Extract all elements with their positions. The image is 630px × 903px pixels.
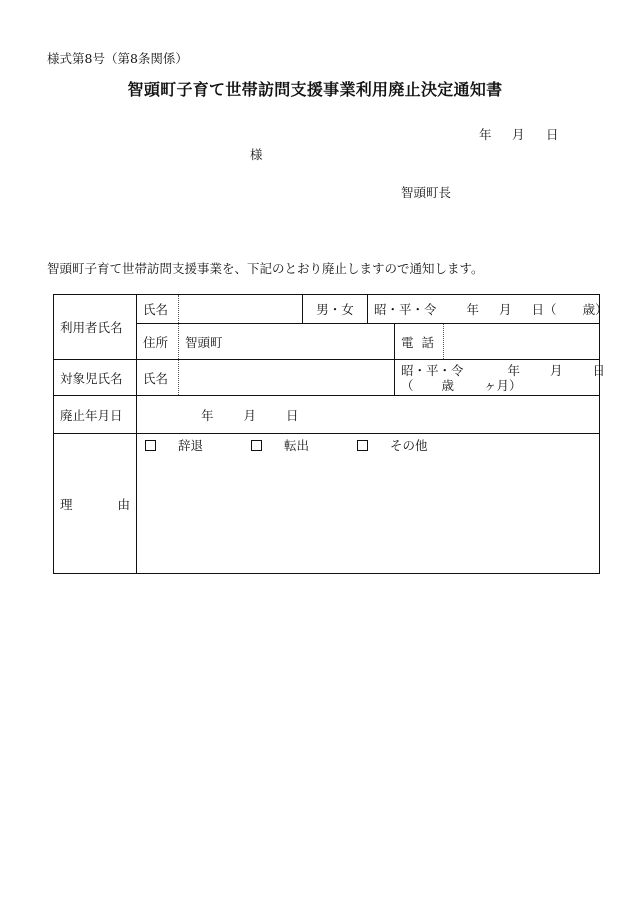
form-number: 様式第8号（第8条関係） [47, 51, 188, 66]
end-day: 日 [286, 407, 299, 423]
child-section-label: 対象児氏名 [54, 360, 137, 396]
child-age-years: 歳 [441, 377, 455, 393]
end-date-field[interactable] [137, 396, 600, 434]
reason-options [145, 436, 472, 454]
end-year: 年 [201, 407, 214, 423]
child-age-months: ヶ月） [484, 377, 522, 393]
document-title: 智頭町子育て世帯訪問支援事業利用廃止決定通知書 [127, 80, 503, 99]
checkbox-icon [251, 440, 262, 451]
user-name-field[interactable] [179, 295, 303, 324]
user-name-label: 氏名 [137, 295, 179, 324]
reason-label-1: 理 [60, 496, 73, 512]
child-name-label: 氏名 [137, 360, 179, 396]
user-birth-year: 年 [466, 302, 480, 317]
checkbox-icon [145, 440, 156, 451]
end-date-label: 廃止年月日 [54, 396, 137, 434]
reason-option-other[interactable] [357, 438, 450, 453]
phone-field[interactable] [444, 324, 600, 360]
child-age-open: （ [401, 377, 414, 393]
gender-select[interactable]: 男・女 [303, 295, 368, 324]
reason-option-withdrawal-label: 辞退 [178, 438, 204, 453]
issue-date [479, 125, 559, 143]
issue-date-month: 月 [512, 127, 525, 142]
checkbox-icon [357, 440, 368, 451]
child-birth-year: 年 [507, 362, 521, 378]
issue-date-year: 年 [479, 127, 492, 142]
reason-option-withdrawal[interactable] [145, 438, 225, 453]
reason-field [137, 434, 600, 574]
reason-option-moveout-label: 転出 [284, 438, 310, 453]
child-name-field[interactable] [179, 360, 395, 396]
reason-option-moveout[interactable] [251, 438, 331, 453]
issue-date-day: 日 [546, 127, 559, 142]
intro-text: 智頭町子育て世帯訪問支援事業を、下記のとおり廃止しますので通知します。 [47, 261, 484, 276]
recipient-suffix: 様 [250, 147, 263, 162]
user-birth-day: 日（ [531, 302, 557, 317]
user-birth-month: 月 [499, 302, 512, 317]
child-birth-era: 昭・平・令 [401, 362, 464, 378]
user-age-unit: 歳） [582, 302, 608, 317]
notice-table [53, 294, 608, 574]
reason-label [54, 434, 137, 574]
child-birth-day: 日 [592, 362, 606, 378]
address-field[interactable]: 智頭町 [179, 324, 395, 360]
phone-label: 電 話 [395, 324, 444, 360]
end-month: 月 [243, 407, 257, 423]
child-birth-month: 月 [550, 362, 563, 378]
reason-label-2: 由 [117, 496, 130, 512]
user-birthdate[interactable] [368, 295, 608, 324]
sender-name: 智頭町長 [401, 185, 452, 200]
user-birth-era: 昭・平・令 [374, 302, 437, 317]
address-label: 住所 [137, 324, 179, 360]
reason-option-other-label: その他 [390, 438, 428, 453]
user-section-label: 利用者氏名 [54, 295, 137, 360]
child-birthdate[interactable] [395, 360, 606, 396]
